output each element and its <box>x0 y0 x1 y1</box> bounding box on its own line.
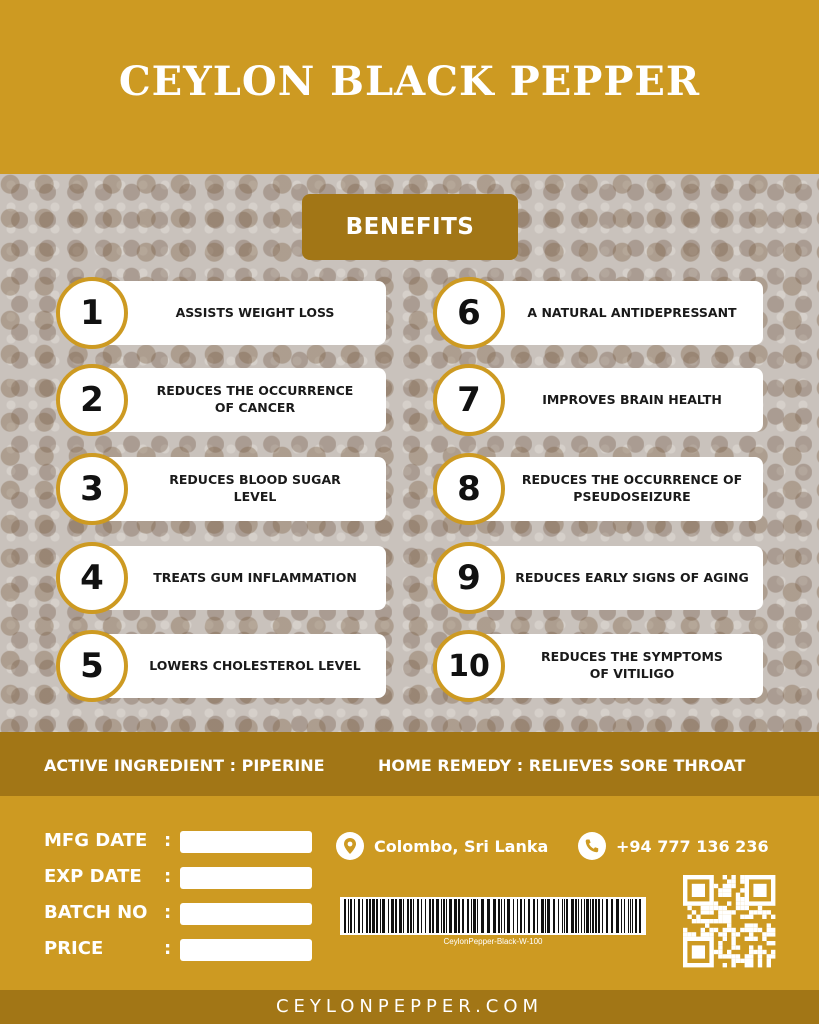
benefit-text: IMPROVES BRAIN HEALTH <box>542 391 722 407</box>
colon: : <box>164 830 172 851</box>
active-ingredient-text: ACTIVE INGREDIENT : PIPERINE <box>44 756 325 775</box>
benefit-card <box>86 368 386 432</box>
price-field <box>180 939 312 961</box>
mfg-date-label: MFG DATE <box>44 830 148 851</box>
location-text: Colombo, Sri Lanka <box>374 836 549 856</box>
benefit-text: LOWERS CHOLESTEROL LEVEL <box>149 657 361 673</box>
colon: : <box>164 938 172 959</box>
phone-text: +94 777 136 236 <box>616 836 769 856</box>
benefit-number-badge: 8 <box>433 453 505 525</box>
benefit-text: REDUCES THE OCCURRENCE OF PSEUDOSEIZURE <box>521 472 743 504</box>
header <box>0 0 819 174</box>
benefit-item-5 <box>56 634 386 698</box>
benefit-number-badge: 10 <box>433 630 505 702</box>
colon: : <box>164 902 172 923</box>
batch-no-label: BATCH NO <box>44 902 148 923</box>
price-label: PRICE <box>44 938 104 959</box>
benefit-text: A NATURAL ANTIDEPRESSANT <box>527 304 737 320</box>
benefit-card <box>86 281 386 345</box>
benefit-number-badge: 5 <box>56 630 128 702</box>
benefit-item-7 <box>433 368 763 432</box>
benefit-number-badge: 4 <box>56 542 128 614</box>
benefit-number-badge: 3 <box>56 453 128 525</box>
page-title: CEYLON BLACK PEPPER <box>118 58 701 105</box>
benefit-item-6 <box>433 281 763 345</box>
benefit-text: REDUCES EARLY SIGNS OF AGING <box>515 569 749 585</box>
location-contact <box>336 832 548 860</box>
qr-code-icon <box>683 875 776 968</box>
footer-website: CEYLONPEPPER.COM <box>0 990 819 1024</box>
benefit-number-badge: 7 <box>433 364 505 436</box>
colon: : <box>164 866 172 887</box>
benefit-text: REDUCES THE OCCURRENCE OF CANCER <box>156 383 354 415</box>
benefit-item-2 <box>56 368 386 432</box>
phone-contact <box>578 832 769 860</box>
benefit-item-10 <box>433 634 763 698</box>
benefit-card <box>463 457 763 521</box>
benefit-number-badge: 2 <box>56 364 128 436</box>
benefit-card <box>86 457 386 521</box>
benefit-card <box>86 634 386 698</box>
benefit-card <box>463 281 763 345</box>
benefit-card <box>463 546 763 610</box>
home-remedy-text: HOME REMEDY : RELIEVES SORE THROAT <box>378 756 746 775</box>
benefit-item-1 <box>56 281 386 345</box>
barcode <box>340 897 646 935</box>
phone-icon <box>578 832 606 860</box>
benefit-text: REDUCES THE SYMPTOMS OF VITILIGO <box>541 649 723 681</box>
benefit-item-3 <box>56 457 386 521</box>
benefit-number-badge: 1 <box>56 277 128 349</box>
benefit-text: ASSISTS WEIGHT LOSS <box>175 304 335 320</box>
benefit-text: TREATS GUM INFLAMMATION <box>153 569 357 585</box>
benefit-number-badge: 6 <box>433 277 505 349</box>
benefit-card <box>463 634 763 698</box>
benefit-item-8 <box>433 457 763 521</box>
exp-date-field <box>180 867 312 889</box>
benefit-number-badge: 9 <box>433 542 505 614</box>
benefit-text: REDUCES BLOOD SUGAR LEVEL <box>169 472 341 504</box>
benefit-item-4 <box>56 546 386 610</box>
benefit-card <box>463 368 763 432</box>
barcode-text: CeylonPepper-Black-W-100 <box>443 937 543 946</box>
location-pin-icon <box>336 832 364 860</box>
batch-no-field <box>180 903 312 925</box>
benefits-heading: BENEFITS <box>302 194 518 260</box>
exp-date-label: EXP DATE <box>44 866 142 887</box>
info-bar <box>0 732 819 796</box>
benefit-card <box>86 546 386 610</box>
mfg-date-field <box>180 831 312 853</box>
benefit-item-9 <box>433 546 763 610</box>
